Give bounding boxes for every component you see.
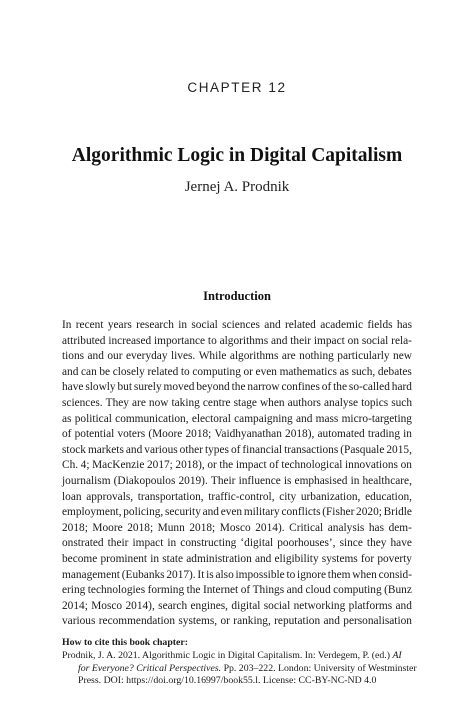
citation-line-1	[62, 650, 412, 663]
citation-book-title-start: AI	[392, 649, 402, 661]
citation-heading: How to cite this book chapter:	[62, 637, 188, 648]
body-line: sciences. They are now taking centre stage when authors analyse topics such	[62, 396, 412, 409]
body-line: attributed increased importance to algorithms and their impact on social rela-	[62, 334, 412, 347]
citation-publisher: Pp. 203–222. London: University of Westminster	[223, 662, 417, 674]
citation-reference: Prodnik, J. A. 2021. Algorithmic Logic in Digital Capitalism. In: Verdegem, P. (ed.)	[62, 649, 390, 661]
body-line: In recent years research in social sciences and related academic fields has	[62, 319, 412, 331]
body-line: journalism (Diakopoulos 2019). Their influence is emphasised in healthcare,	[62, 474, 412, 487]
body-line: as political communication, electoral campaigning and mass micro-targeting	[62, 412, 412, 425]
body-line: Ch. 4; MacKenzie 2017; 2018), or the impact of technological innovations on	[62, 459, 412, 472]
citation-book-title: for Everyone? Critical Perspectives.	[78, 662, 222, 674]
citation-line-2	[62, 662, 417, 676]
body-line: loan approvals, transportation, traffic-control, city urbanization, education,	[62, 490, 412, 503]
body-line: tions and our everyday lives. While algorithms are nothing particularly new	[62, 350, 412, 363]
body-line: 2014; Mosco 2014), search engines, digital social networking platforms and	[62, 599, 412, 612]
body-line: ering technologies forming the Internet of Things and cloud computing (Bunz	[62, 584, 412, 597]
body-line: stock markets and various other types of financial transactions (Pasquale 2015,	[62, 443, 412, 456]
citation-doi-license: Press. DOI: https://doi.org/10.16997/book55.l. License: CC-BY-NC-ND 4.0	[78, 675, 377, 687]
body-line: have slowly but surely moved beyond the narrow confines of the so-called hard	[62, 381, 412, 394]
citation-block	[62, 637, 417, 688]
chapter-title: Algorithmic Logic in Digital Capitalism	[71, 145, 403, 166]
body-line: and can be closely related to computing or even mathematics as such, debates	[62, 365, 412, 378]
chapter-label: CHAPTER 12	[187, 80, 287, 95]
body-line: of potential voters (Moore 2018; Vaidhyanathan 2018), automated trading in	[62, 428, 412, 441]
body-line: employment, policing, security and even military conflicts (Fisher 2020; Bridle	[62, 506, 412, 519]
body-paragraph	[62, 318, 412, 630]
body-line: management (Eubanks 2017). It is also impossible to ignore them when consid-	[62, 568, 412, 581]
body-line: onstrated their impact in constructing ‘digital poorhouses’, since they have	[62, 537, 412, 550]
body-line: various recommendation systems, or ranking, reputation and personalisation	[62, 615, 412, 628]
author-name: Jernej A. Prodnik	[184, 179, 290, 195]
body-line: 2018; Moore 2018; Munn 2018; Mosco 2014). Critical analysis has dem-	[62, 521, 412, 534]
section-heading-introduction: Introduction	[203, 289, 271, 303]
body-line: become prominent in state administration and eligibility systems for poverty	[62, 552, 412, 565]
